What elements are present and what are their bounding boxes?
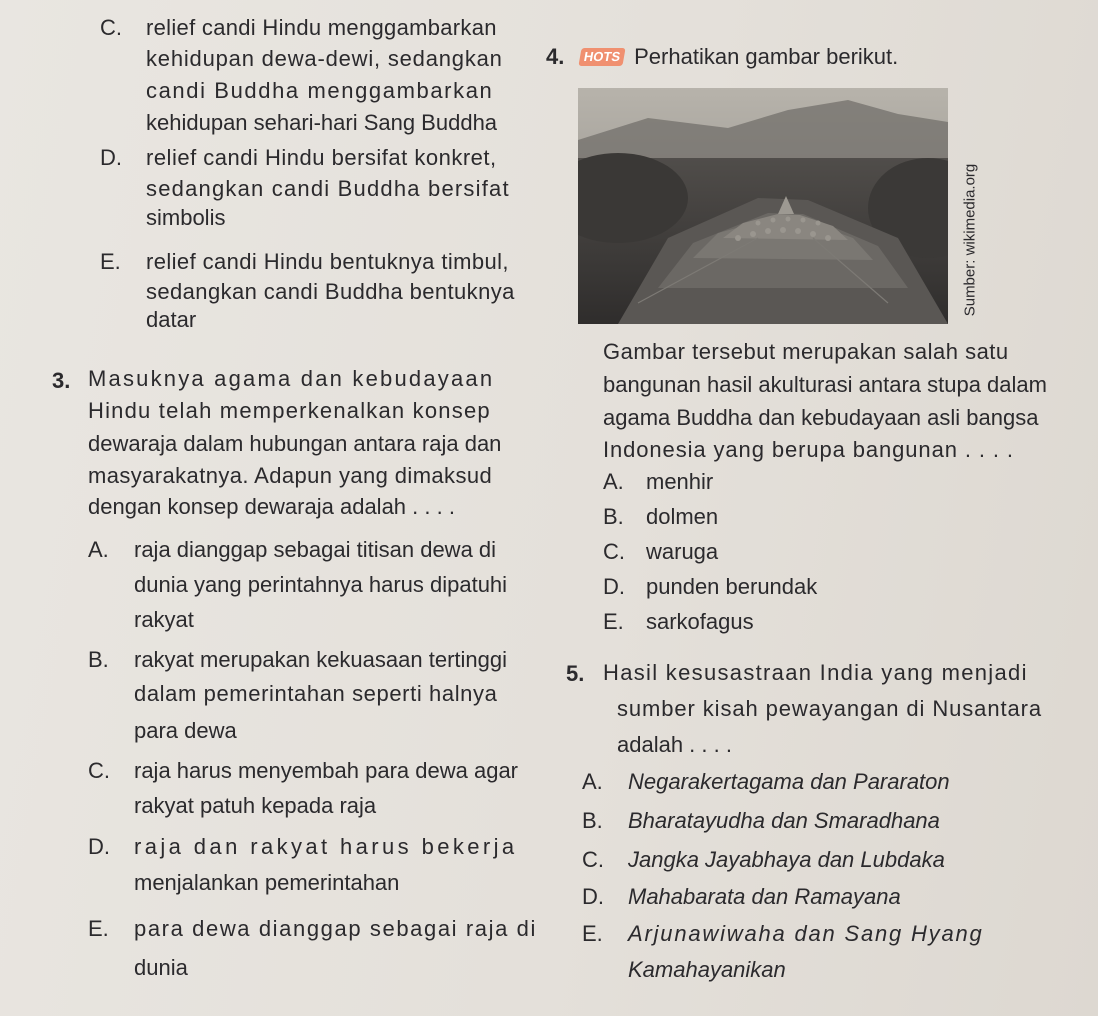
q5-stem-line3: adalah . . . . [617, 732, 732, 757]
q3-option-d-label: D. [88, 834, 110, 859]
q3-stem-line2: Hindu telah memperkenalkan konsep [88, 398, 491, 423]
q4-instruction-line [580, 44, 898, 70]
q4-stem-line1: Gambar tersebut merupakan salah satu [603, 339, 1009, 364]
q4-option-e-label: E. [603, 609, 624, 634]
q5-option-a-text: Negarakertagama dan Pararaton [628, 769, 950, 794]
q3-stem-line3: dewaraja dalam hubungan antara raja dan [88, 431, 502, 456]
hots-badge: HOTS [578, 48, 625, 66]
q5-number: 5. [566, 661, 585, 686]
q2-option-d-label: D. [100, 145, 122, 170]
q3-option-e-label: E. [88, 916, 109, 941]
q4-stem-line4: Indonesia yang berupa bangunan . . . . [603, 437, 1014, 462]
q2-option-c-line3: candi Buddha menggambarkan [146, 78, 494, 103]
q3-option-b-line3: para dewa [134, 718, 237, 743]
q3-option-b-line1: rakyat merupakan kekuasaan tertinggi [134, 647, 507, 672]
q5-stem-line2: sumber kisah pewayangan di Nusantara [617, 696, 1042, 721]
q4-stem-line3: agama Buddha dan kebudayaan asli bangsa [603, 405, 1039, 430]
q3-stem-line4: masyarakatnya. Adapun yang dimaksud [88, 463, 493, 488]
q5-option-e-label: E. [582, 921, 603, 946]
q3-option-a-line3: rakyat [134, 607, 194, 632]
q3-option-a-line1: raja dianggap sebagai titisan dewa di [134, 537, 497, 562]
q5-option-d-label: D. [582, 884, 604, 909]
q5-option-a-label: A. [582, 769, 603, 794]
q3-option-e-line2: dunia [134, 955, 188, 980]
q3-option-d-line2: menjalankan pemerintahan [134, 870, 400, 895]
q4-option-a-label: A. [603, 469, 624, 494]
q4-stem-line2: bangunan hasil akulturasi antara stupa dalam [603, 372, 1047, 397]
q3-option-c-label: C. [88, 758, 110, 783]
q4-option-d-label: D. [603, 574, 625, 599]
q3-number: 3. [52, 368, 71, 393]
q4-option-c-text: waruga [646, 539, 719, 564]
q2-option-c-line4: kehidupan sehari-hari Sang Buddha [146, 110, 498, 135]
q3-option-b-line2: dalam pemerintahan seperti halnya [134, 681, 498, 706]
borobudur-photo [578, 88, 948, 324]
q5-option-b-text: Bharatayudha dan Smaradhana [628, 808, 940, 833]
q2-option-c-line1: relief candi Hindu menggambarkan [146, 15, 497, 40]
image-credit: Sumber: wikimedia.org [961, 163, 979, 317]
q2-option-e-label: E. [100, 249, 121, 274]
q4-option-d-text: punden berundak [646, 574, 818, 599]
q4-number: 4. [546, 44, 565, 69]
q3-option-d-line1: raja dan rakyat harus bekerja [134, 834, 518, 859]
q4-option-c-label: C. [603, 539, 625, 564]
q2-option-d-line3: simbolis [146, 205, 226, 230]
q4-option-b-text: dolmen [646, 504, 719, 529]
q4-option-b-label: B. [603, 504, 624, 529]
q4-option-a-text: menhir [646, 469, 714, 494]
q3-option-a-line2: dunia yang perintahnya harus dipatuhi [134, 572, 508, 597]
q5-option-b-label: B. [582, 808, 603, 833]
q3-stem-line1: Masuknya agama dan kebudayaan [88, 366, 495, 391]
q3-option-e-line1: para dewa dianggap sebagai raja di [134, 916, 537, 941]
q2-option-c-line2: kehidupan dewa-dewi, sedangkan [146, 46, 503, 71]
q2-option-c-label: C. [100, 15, 122, 40]
q2-option-d-line1: relief candi Hindu bersifat konkret, [146, 145, 497, 170]
q2-option-d-line2: sedangkan candi Buddha bersifat [146, 176, 510, 201]
q5-option-e-text: Arjunawiwaha dan Sang Hyang [628, 921, 984, 946]
q5-option-d-text: Mahabarata dan Ramayana [628, 884, 901, 909]
q2-option-e-line3: datar [146, 307, 197, 332]
q3-option-c-line2: rakyat patuh kepada raja [134, 793, 377, 818]
q5-stem-line1: Hasil kesusastraan India yang menjadi [603, 660, 1028, 685]
q3-option-a-label: A. [88, 537, 109, 562]
q3-option-c-line1: raja harus menyembah para dewa agar [134, 758, 519, 783]
q4-option-e-text: sarkofagus [646, 609, 754, 634]
q5-option-c-text: Jangka Jayabhaya dan Lubdaka [628, 847, 945, 872]
q2-option-e-line1: relief candi Hindu bentuknya timbul, [146, 249, 509, 274]
q5-option-c-label: C. [582, 847, 604, 872]
q2-option-e-line2: sedangkan candi Buddha bentuknya [146, 279, 515, 304]
q3-stem-line5: dengan konsep dewaraja adalah . . . . [88, 494, 455, 519]
q5-option-e-cont: Kamahayanikan [628, 957, 786, 982]
q3-option-b-label: B. [88, 647, 109, 672]
q4-instruction: Perhatikan gambar berikut. [634, 44, 899, 69]
